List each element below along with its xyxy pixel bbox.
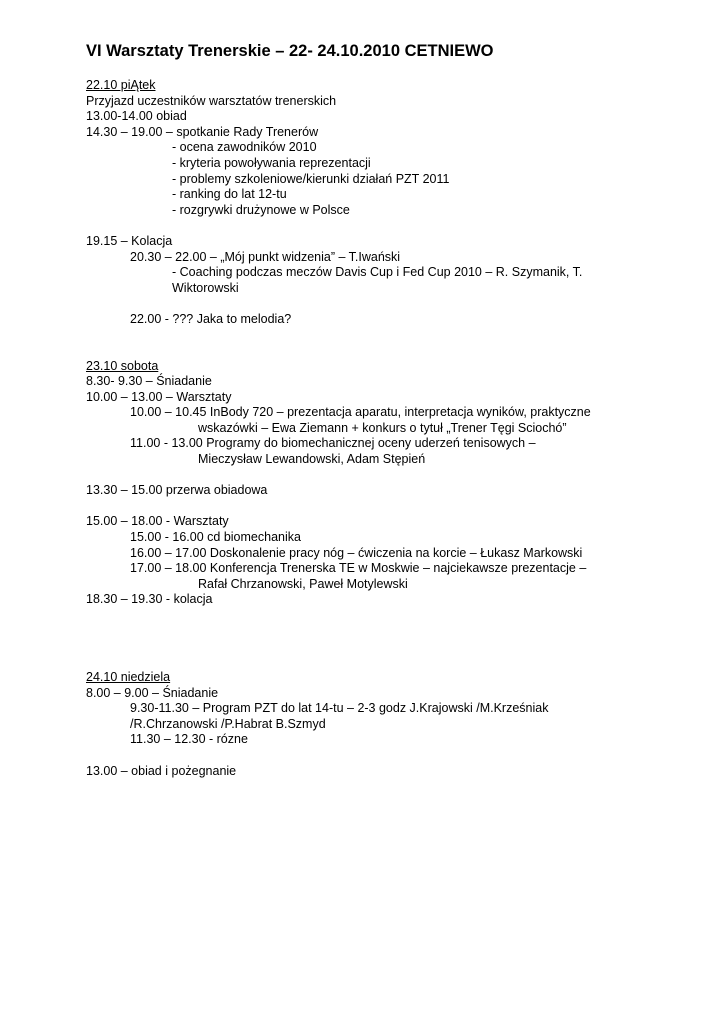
agenda-point: - ranking do lat 12-tu [172, 187, 287, 202]
day-section-friday [86, 78, 706, 328]
spacer [86, 296, 706, 312]
schedule-line: 22.00 - ??? Jaka to melodia? [130, 311, 292, 326]
agenda-point: - ocena zawodników 2010 [172, 140, 317, 155]
schedule-line: 10.00 – 10.45 InBody 720 – prezentacja aparatu, interpretacja wyników, praktyczne [130, 405, 591, 420]
schedule-line: 10.00 – 13.00 – Warsztaty [86, 389, 232, 404]
day-heading-friday: 22.10 piĄtek [86, 78, 156, 92]
spacer [86, 468, 706, 484]
schedule-line: 15.00 - 16.00 cd biomechanika [130, 530, 301, 545]
schedule-line: 13.00-14.00 obiad [86, 109, 187, 124]
schedule-line: 8.30- 9.30 – Śniadanie [86, 374, 212, 389]
spacer [86, 328, 706, 359]
schedule-line: 16.00 – 17.00 Doskonalenie pracy nóg – ćwiczenia na korcie – Łukasz Markowski [130, 545, 583, 560]
schedule-line-continuation: Mieczysław Lewandowski, Adam Stępień [198, 452, 426, 467]
schedule-line: 9.30-11.30 – Program PZT do lat 14-tu – 2-3 godz J.Krajowski /M.Krześniak [130, 701, 549, 716]
schedule-line-continuation: wskazówki – Ewa Ziemann + konkurs o tytuł „Trener Tęgi Sciochó” [198, 420, 567, 435]
schedule-line: Przyjazd uczestników warsztatów trenerskich [86, 93, 337, 108]
schedule-line: 8.00 – 9.00 – Śniadanie [86, 685, 219, 700]
schedule-line-continuation: Rafał Chrzanowski, Paweł Motylewski [198, 576, 408, 591]
agenda-point: - problemy szkoleniowe/kierunki działań PZT 2011 [172, 171, 450, 186]
day-heading-sunday: 24.10 niedziela [86, 670, 171, 684]
day-section-sunday [86, 670, 706, 779]
agenda-point: - Coaching podczas meczów Davis Cup i Fed Cup 2010 – R. Szymanik, T. Wiktorowski [172, 265, 583, 295]
schedule-line: 15.00 – 18.00 - Warsztaty [86, 514, 229, 529]
schedule-line: 13.30 – 15.00 przerwa obiadowa [86, 483, 268, 498]
spacer [86, 499, 706, 515]
schedule-line: 14.30 – 19.00 – spotkanie Rady Trenerów [86, 124, 319, 139]
schedule-line: 11.00 - 13.00 Programy do biomechanicznej oceny uderzeń tenisowych – [130, 436, 536, 451]
spacer [86, 748, 706, 764]
schedule-line: 18.30 – 19.30 - kolacja [86, 592, 213, 607]
schedule-line: 19.15 – Kolacja [86, 233, 173, 248]
schedule-line: 20.30 – 22.00 – „Mój punkt widzenia” – T.Iwański [130, 249, 401, 264]
agenda-point: - rozgrywki drużynowe w Polsce [172, 202, 350, 217]
schedule-line: 11.30 – 12.30 - rózne [130, 732, 248, 747]
document-title: VI Warsztaty Trenerskie – 22- 24.10.2010 CETNIEWO [86, 42, 494, 60]
agenda-point: - kryteria powoływania reprezentacji [172, 155, 371, 170]
day-heading-saturday: 23.10 sobota [86, 358, 159, 373]
schedule-line-continuation: /R.Chrzanowski /P.Habrat B.Szmyd [130, 716, 326, 731]
document-page [86, 40, 706, 779]
spacer [86, 218, 706, 234]
spacer [86, 608, 706, 670]
schedule-line: 13.00 – obiad i pożegnanie [86, 763, 237, 778]
schedule-line: 17.00 – 18.00 Konferencja Trenerska TE w Moskwie – najciekawsze prezentacje – [130, 561, 587, 576]
day-section-saturday [86, 359, 706, 609]
